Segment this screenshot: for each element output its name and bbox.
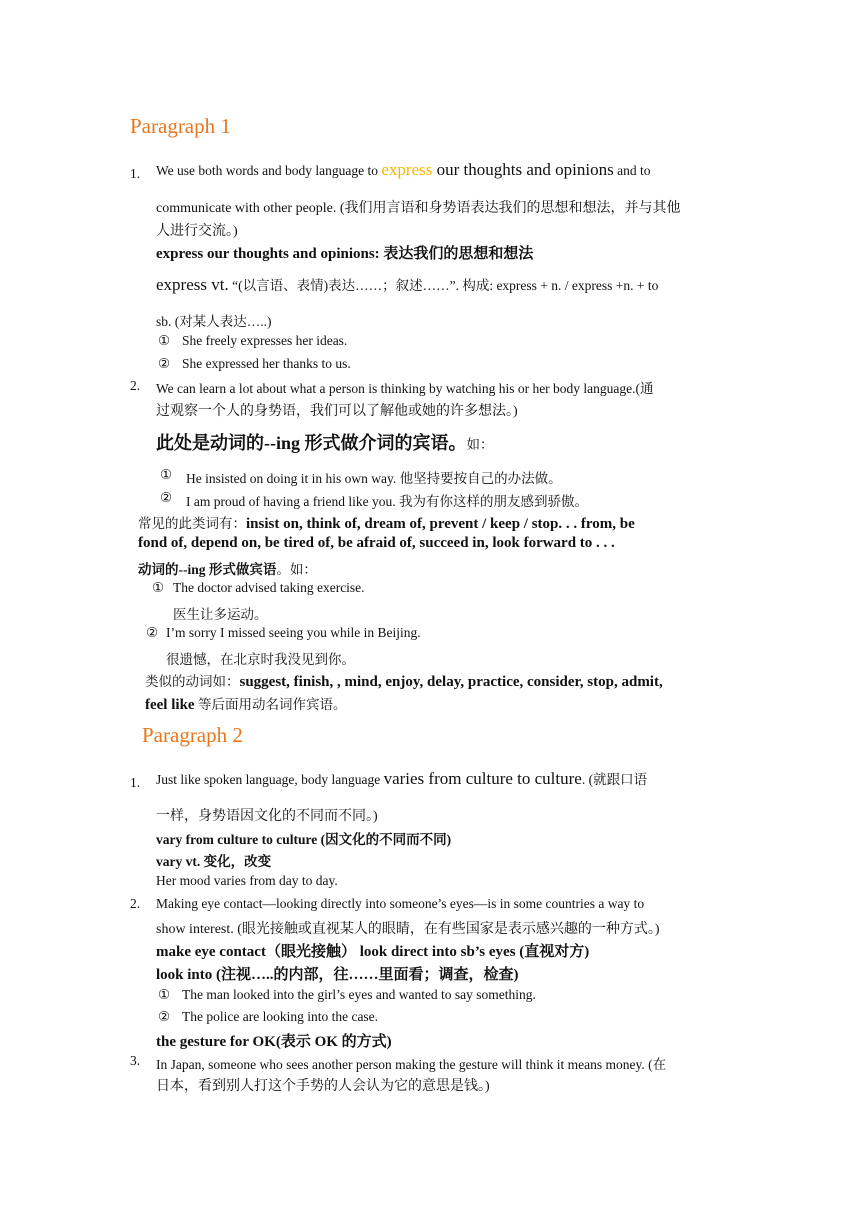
sentence-text: We use both words and body language to xyxy=(156,163,382,178)
example-sentence: The doctor advised taking exercise. xyxy=(173,580,365,595)
gerund-object-heading xyxy=(138,558,317,579)
list-number: 3. xyxy=(130,1053,141,1068)
example-sentence: She freely expresses her ideas. xyxy=(182,333,348,348)
highlight-express: express xyxy=(381,160,433,179)
paragraph-2-heading: Paragraph 2 xyxy=(142,723,243,747)
example-marker: ① xyxy=(158,333,171,348)
p1-item1-line1 xyxy=(156,160,650,180)
sentence-text: and to xyxy=(613,163,651,178)
p2-item1-line2: 一样，身势语因文化的不同而不同。) xyxy=(156,809,378,824)
p2-item3-line2: 日本，看到别人打这个手势的人会认为它的意思是钱。) xyxy=(156,1079,490,1094)
similar-verbs-line2 xyxy=(145,693,346,714)
highlight-varies: varies from culture to culture xyxy=(383,769,582,788)
p1-item1-line2: communicate with other people. (我们用言语和身势语表达我们的思想和想法，并与其他 xyxy=(156,201,681,216)
example-marker: ② xyxy=(158,356,171,371)
common-verbs-line1 xyxy=(138,512,635,533)
p1-item1-line3: 人进行交流。) xyxy=(156,224,238,239)
list-number: 2. xyxy=(130,378,141,393)
similar-verbs-line1 xyxy=(145,670,663,691)
sentence-text: Just like spoken language, body language xyxy=(156,772,384,787)
similar-prefix: 类似的动词如： xyxy=(145,674,240,689)
p2-item3-line1: In Japan, someone who sees another person making the gesture will think it means money. (在 xyxy=(156,1057,667,1072)
similar-bold: feel like xyxy=(145,697,195,713)
definition-line2: sb. (对某人表达…..) xyxy=(156,314,272,329)
list-number: 2. xyxy=(130,896,141,911)
note-bold: 此处是动词的--ing 形式做介词的宾语。 xyxy=(156,433,467,453)
note-rest: 如： xyxy=(466,437,494,452)
example-sentence: The police are looking into the case. xyxy=(182,1009,379,1024)
similar-list: suggest, finish, , mind, enjoy, delay, practice, consider, stop, admit, xyxy=(239,674,663,690)
phrase-express: express our thoughts and opinions: 表达我们的思想和想法 xyxy=(156,246,534,262)
example-marker: ② xyxy=(158,1009,171,1024)
example-translation: 很遗憾，在北京时我没见到你。 xyxy=(166,652,355,667)
example-sentence: I’m sorry I missed seeing you while in Beijing. xyxy=(166,625,421,640)
phrase-gesture-ok: the gesture for OK(表示 OK 的方式) xyxy=(156,1034,392,1050)
example-sentence: The man looked into the girl’s eyes and wanted to say something. xyxy=(182,987,536,1002)
p2-item2-line1: Making eye contact—looking directly into someone’s eyes—is in some countries a way to xyxy=(156,896,645,911)
example-marker: ① xyxy=(152,580,165,595)
example-translation: 医生让多运动。 xyxy=(173,607,268,622)
common-prefix: 常见的此类词有： xyxy=(138,516,246,531)
p2-item1-line1 xyxy=(156,768,647,789)
similar-rest: 等后面用动名词作宾语。 xyxy=(194,697,347,712)
example-marker: ② xyxy=(146,625,159,640)
list-number: 1. xyxy=(130,775,141,790)
example-sentence: I am proud of having a friend like you. 我为有你这样的朋友感到骄傲。 xyxy=(186,494,588,509)
p2-item2-line2: show interest. (眼光接触或直视某人的眼睛，在有些国家是表示感兴趣的一种方式。) xyxy=(156,922,660,937)
highlight-thoughts: our thoughts and opinions xyxy=(432,160,614,179)
definition-word: express vt. xyxy=(156,275,229,294)
example-marker: ② xyxy=(160,490,173,505)
phrase-eye-contact: make eye contact（眼光接触） look direct into sb’s eyes (直视对方) xyxy=(156,944,590,960)
phrase-look-into: look into (注视…..的内部，往……里面看；调查，检查) xyxy=(156,967,519,983)
gerund-object-bold: 动词的--ing 形式做宾语 xyxy=(138,562,277,577)
gerund-object-rest: 。如： xyxy=(276,562,317,577)
example-sentence: She expressed her thanks to us. xyxy=(182,356,351,371)
definition-text: “(以言语、表情)表达……；叙述……”. 构成: express + n. / express +n. + to xyxy=(228,278,659,293)
definition-vary: vary vt. 变化，改变 xyxy=(156,854,272,869)
example-sentence: He insisted on doing it in his own way. 他坚持要按自己的办法做。 xyxy=(186,471,562,486)
gerund-note xyxy=(156,429,494,455)
common-verbs-line2: fond of, depend on, be tired of, be afraid of, succeed in, look forward to . . . xyxy=(138,535,615,551)
example-sentence: Her mood varies from day to day. xyxy=(156,873,338,888)
phrase-vary: vary from culture to culture (因文化的不同而不同) xyxy=(156,832,452,847)
common-list: insist on, think of, dream of, prevent / keep / stop. . . from, be xyxy=(246,516,635,532)
p1-item2-line1: We can learn a lot about what a person is thinking by watching his or her body language.(通 xyxy=(156,381,654,396)
example-marker: ① xyxy=(160,467,173,482)
p1-item2-line2: 过观察一个人的身势语，我们可以了解他或她的许多想法。) xyxy=(156,404,518,419)
definition-express xyxy=(156,274,658,295)
example-marker: ① xyxy=(158,987,171,1002)
paragraph-1-heading: Paragraph 1 xyxy=(130,114,231,138)
list-number: 1. xyxy=(130,166,141,181)
sentence-text: . (就跟口语 xyxy=(581,772,648,787)
